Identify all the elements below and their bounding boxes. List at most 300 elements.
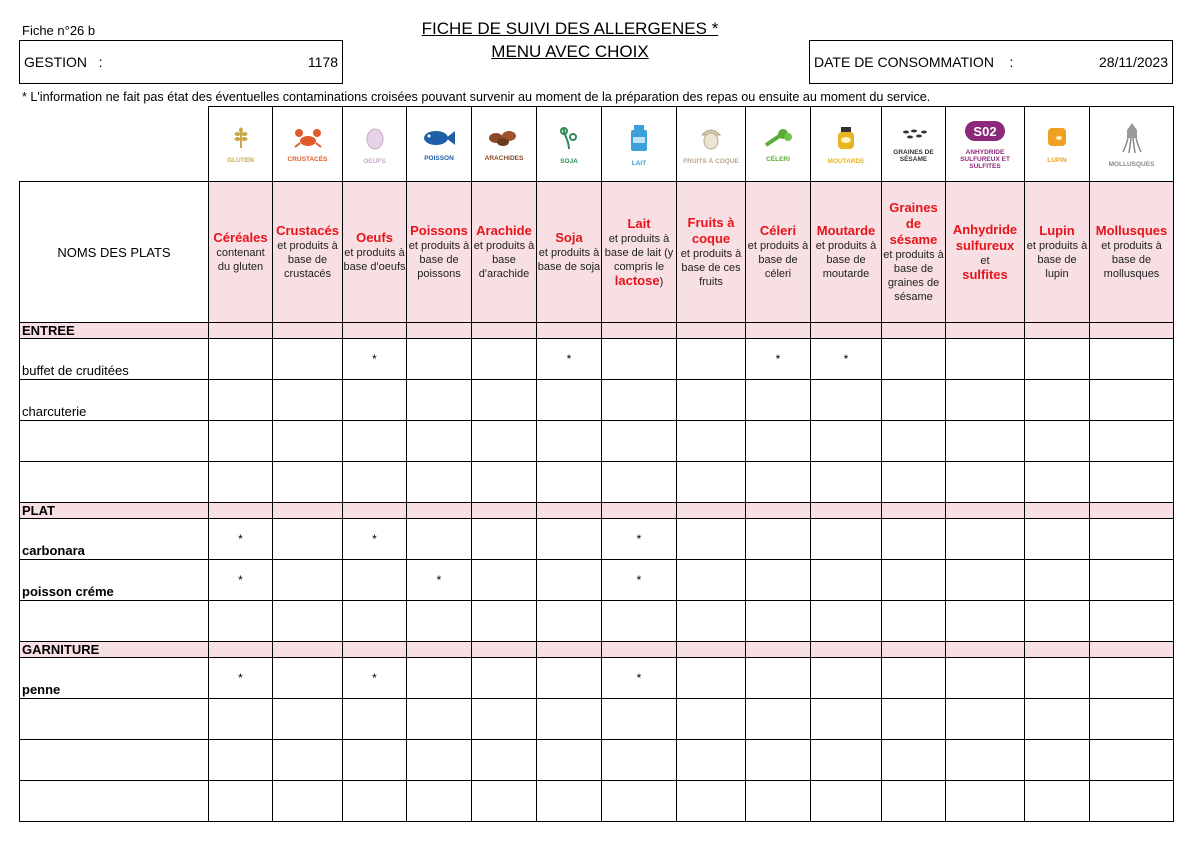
section-cell — [677, 642, 746, 658]
allergen-mark-cell — [1090, 339, 1174, 380]
table-row — [20, 560, 1174, 601]
allergen-icon-cell — [746, 107, 811, 182]
allergen-mark-cell — [537, 462, 602, 503]
section-cell — [537, 323, 602, 339]
allergen-icon-label: SOJA — [560, 158, 578, 165]
table-row — [20, 740, 1174, 781]
allergen-header-cell — [882, 182, 946, 323]
dish-name: charcuterie — [20, 380, 209, 421]
allergen-header-cell — [602, 182, 677, 323]
allergen-mark-cell — [746, 781, 811, 822]
section-cell — [209, 642, 273, 658]
allergen-icon-label: CRUSTACÉS — [287, 156, 328, 163]
allergen-mark-cell — [602, 462, 677, 503]
allergen-icon-cell — [811, 107, 882, 182]
allergen-mark-cell — [677, 658, 746, 699]
mustard-icon — [811, 125, 881, 156]
allergen-mark-cell — [746, 560, 811, 601]
section-cell — [811, 642, 882, 658]
allergen-mark-cell — [1090, 380, 1174, 421]
section-cell — [677, 323, 746, 339]
allergen-mark-cell — [746, 380, 811, 421]
section-cell — [472, 323, 537, 339]
allergen-mark-cell — [209, 339, 273, 380]
allergen-mark-cell — [1025, 560, 1090, 601]
allergen-mark-cell — [537, 781, 602, 822]
allergen-mark-cell — [946, 421, 1025, 462]
allergen-mark-cell — [1025, 699, 1090, 740]
allergen-name: Céleri — [759, 223, 797, 238]
section-cell — [407, 503, 472, 519]
allergen-mark-cell — [882, 699, 946, 740]
section-cell — [882, 323, 946, 339]
allergen-mark-cell — [677, 462, 746, 503]
section-cell — [882, 503, 946, 519]
allergen-mark-cell — [537, 699, 602, 740]
allergen-mark-cell — [273, 560, 343, 601]
allergen-mark-cell — [1090, 781, 1174, 822]
section-cell — [946, 323, 1025, 339]
sesame-icon — [882, 128, 945, 147]
fiche-number: Fiche n°26 b — [22, 23, 96, 38]
allergen-mark-cell — [343, 380, 407, 421]
allergen-mark-cell — [537, 740, 602, 781]
allergen-description: et — [980, 254, 990, 267]
allergen-icon-cell — [677, 107, 746, 182]
allergen-mark-cell — [209, 601, 273, 642]
section-row — [20, 642, 1174, 658]
gestion-label: GESTION : — [24, 54, 103, 70]
allergen-mark-cell — [746, 658, 811, 699]
section-cell — [1025, 323, 1090, 339]
allergen-mark-cell — [677, 339, 746, 380]
allergen-description: et produits à base de soja — [537, 247, 601, 273]
allergen-mark-cell — [746, 699, 811, 740]
nut-icon — [677, 125, 745, 156]
table-row — [20, 380, 1174, 421]
allergen-name: Lait — [627, 215, 651, 231]
allergen-mark-cell — [946, 740, 1025, 781]
dish-name — [20, 699, 209, 740]
allergen-mark-cell — [746, 601, 811, 642]
allergen-name: Oeufs — [356, 230, 393, 245]
allergen-mark-cell — [343, 740, 407, 781]
allergen-mark-cell — [273, 519, 343, 560]
allergen-mark-cell — [1090, 699, 1174, 740]
allergen-mark-cell — [407, 699, 472, 740]
allergen-description: et produits à base de crustacés — [277, 240, 338, 280]
allergen-mark-cell: * — [746, 339, 811, 380]
allergen-mark-cell — [273, 421, 343, 462]
allergen-mark-cell — [882, 781, 946, 822]
allergen-description: et produits à base de poissons — [408, 240, 470, 280]
fish-icon — [407, 128, 471, 153]
allergen-icon-label: ANHYDRIDE SULFUREUX ET SULFITES — [960, 149, 1010, 170]
allergen-description: contenant du gluten — [216, 247, 265, 273]
dish-name — [20, 462, 209, 503]
dish-name — [20, 781, 209, 822]
allergen-mark-cell — [273, 699, 343, 740]
section-cell — [602, 323, 677, 339]
section-cell — [811, 503, 882, 519]
allergen-mark-cell: * — [407, 560, 472, 601]
allergen-mark-cell — [882, 339, 946, 380]
allergen-mark-cell — [811, 781, 882, 822]
allergen-mark-cell — [882, 519, 946, 560]
allergen-name: Anhydride sulfureux — [952, 221, 1018, 253]
allergen-name: Soja — [555, 230, 583, 245]
section-cell — [209, 503, 273, 519]
celery-icon — [746, 127, 810, 154]
allergen-icon-label: ARACHIDES — [484, 155, 524, 162]
allergen-mark-cell — [602, 601, 677, 642]
allergen-mark-cell — [343, 421, 407, 462]
disclaimer-note: * L'information ne fait pas état des éventuelles contaminations croisées pouvant survenir au moment de la préparation des repas ou ensuite au moment du service. — [22, 90, 931, 104]
allergen-description-tail: ) — [659, 275, 664, 288]
egg-icon — [343, 125, 406, 156]
section-cell — [343, 323, 407, 339]
allergen-icon-label: MOUTARDE — [827, 158, 865, 165]
allergen-mark-cell — [882, 560, 946, 601]
allergen-mark-cell — [472, 699, 537, 740]
allergen-mark-cell — [407, 781, 472, 822]
wheat-icon — [209, 126, 272, 155]
table-row — [20, 601, 1174, 642]
allergen-mark-cell — [1025, 601, 1090, 642]
allergen-description: et produits à base de graines de sésame — [883, 249, 944, 303]
allergen-mark-cell — [472, 560, 537, 601]
allergen-mark-cell — [882, 740, 946, 781]
allergen-mark-cell — [209, 781, 273, 822]
allergen-mark-cell — [882, 601, 946, 642]
allergen-icon-label: MOLLUSQUES — [1108, 161, 1155, 168]
allergen-mark-cell: * — [602, 519, 677, 560]
table-row — [20, 339, 1174, 380]
allergen-mark-cell — [677, 560, 746, 601]
allergen-icon-label: FRUITS À COQUE — [683, 158, 739, 165]
allergen-mark-cell — [811, 740, 882, 781]
allergen-icon-cell — [946, 107, 1025, 182]
allergen-mark-cell — [537, 560, 602, 601]
allergen-mark-cell — [472, 339, 537, 380]
allergen-icon-label: GLUTEN — [227, 157, 254, 164]
allergen-mark-cell — [407, 658, 472, 699]
allergen-mark-cell: * — [209, 560, 273, 601]
allergen-header-cell — [746, 182, 811, 323]
allergen-name: Moutarde — [816, 223, 876, 238]
allergen-mark-cell: * — [602, 560, 677, 601]
table-row — [20, 699, 1174, 740]
dish-name: poisson créme — [20, 560, 209, 601]
section-title: ENTREE — [20, 323, 209, 339]
allergen-mark-cell — [407, 380, 472, 421]
allergen-description: et produits à base de céleri — [747, 240, 809, 280]
allergen-mark-cell — [273, 462, 343, 503]
dish-names-header: NOMS DES PLATS — [20, 182, 209, 323]
allergen-mark-cell — [602, 740, 677, 781]
allergen-mark-cell — [946, 601, 1025, 642]
allergen-icon-cell — [1090, 107, 1174, 182]
allergen-icon-label: GRAINES DE SÉSAME — [893, 148, 934, 163]
allergen-header-cell — [343, 182, 407, 323]
allergen-mark-cell — [472, 601, 537, 642]
section-cell — [1090, 503, 1174, 519]
allergen-mark-cell — [946, 462, 1025, 503]
allergen-mark-cell — [882, 421, 946, 462]
allergen-mark-cell — [1025, 462, 1090, 503]
section-cell — [273, 323, 343, 339]
allergen-mark-cell — [1025, 658, 1090, 699]
allergen-mark-cell — [472, 740, 537, 781]
allergen-mark-cell — [946, 380, 1025, 421]
table-row — [20, 781, 1174, 822]
section-title: GARNITURE — [20, 642, 209, 658]
allergen-icon-cell — [472, 107, 537, 182]
allergen-mark-cell — [407, 519, 472, 560]
allergen-mark-cell — [602, 380, 677, 421]
allergen-mark-cell — [472, 519, 537, 560]
allergen-header-cell — [209, 182, 273, 323]
allergen-mark-cell — [811, 421, 882, 462]
allergen-mark-cell — [1025, 339, 1090, 380]
allergen-mark-cell — [746, 462, 811, 503]
section-cell — [273, 503, 343, 519]
allergen-icon-label: LAIT — [631, 160, 647, 167]
allergen-mark-cell — [677, 781, 746, 822]
allergen-mark-cell — [946, 339, 1025, 380]
allergen-mark-cell: * — [209, 519, 273, 560]
section-cell — [537, 642, 602, 658]
soy-icon — [537, 125, 601, 156]
allergen-mark-cell — [1025, 380, 1090, 421]
peanut-icon — [472, 128, 536, 153]
allergen-description: et produits à base de lait (y compris le — [604, 232, 674, 273]
allergen-mark-cell — [677, 421, 746, 462]
allergen-name: Lupin — [1039, 223, 1075, 238]
allergen-name: Mollusques — [1095, 223, 1168, 238]
allergen-mark-cell: * — [343, 658, 407, 699]
allergen-mark-cell — [677, 699, 746, 740]
allergen-header-cell — [677, 182, 746, 323]
allergen-icon-label: CÉLERI — [766, 156, 790, 163]
allergen-mark-cell — [946, 781, 1025, 822]
section-cell — [1090, 323, 1174, 339]
allergen-mark-cell — [273, 740, 343, 781]
allergen-mark-cell — [273, 601, 343, 642]
allergen-mark-cell — [407, 601, 472, 642]
allergen-mark-cell: * — [602, 658, 677, 699]
allergen-mark-cell — [209, 380, 273, 421]
allergen-mark-cell — [273, 658, 343, 699]
allergen-mark-cell — [273, 339, 343, 380]
allergen-mark-cell — [343, 462, 407, 503]
allergen-mark-cell — [882, 658, 946, 699]
allergen-icon-label: OEUFS — [363, 158, 386, 165]
section-cell — [343, 503, 407, 519]
allergen-header-cell — [946, 182, 1025, 323]
allergen-mark-cell — [273, 380, 343, 421]
allergen-mark-cell — [1090, 462, 1174, 503]
allergen-mark-cell — [811, 380, 882, 421]
allergen-mark-cell — [1025, 781, 1090, 822]
allergen-mark-cell — [946, 519, 1025, 560]
allergen-icon-row — [20, 107, 1174, 182]
allergen-mark-cell — [811, 601, 882, 642]
crab-icon — [273, 127, 342, 154]
allergen-mark-cell — [946, 560, 1025, 601]
allergen-icon-cell — [273, 107, 343, 182]
section-cell — [472, 642, 537, 658]
allergen-mark-cell — [537, 380, 602, 421]
section-cell — [273, 642, 343, 658]
allergen-mark-cell — [602, 421, 677, 462]
allergen-mark-cell — [602, 339, 677, 380]
allergen-mark-cell — [811, 658, 882, 699]
allergen-mark-cell — [677, 519, 746, 560]
allergen-name: Crustacés — [276, 223, 339, 238]
allergen-header-cell — [407, 182, 472, 323]
allergen-mark-cell — [746, 740, 811, 781]
allergen-mark-cell: * — [537, 339, 602, 380]
allergen-name: Poissons — [410, 223, 468, 238]
allergen-description: et produits à base de ces fruits — [680, 248, 742, 288]
allergen-mark-cell — [407, 339, 472, 380]
milk-icon — [602, 123, 676, 158]
allergen-header-cell — [472, 182, 537, 323]
blank-corner-cell — [20, 107, 209, 182]
allergen-mark-cell — [472, 380, 537, 421]
allergen-mark-cell — [811, 699, 882, 740]
allergen-mark-cell — [1090, 740, 1174, 781]
date-label: DATE DE CONSOMMATION : — [814, 54, 1014, 70]
allergen-mark-cell — [602, 699, 677, 740]
table-row — [20, 519, 1174, 560]
allergen-mark-cell — [882, 462, 946, 503]
allergen-mark-cell — [1025, 421, 1090, 462]
allergen-mark-cell — [746, 519, 811, 560]
allergen-mark-cell — [407, 462, 472, 503]
allergen-mark-cell — [472, 462, 537, 503]
allergen-mark-cell — [472, 658, 537, 699]
allergen-mark-cell — [537, 658, 602, 699]
allergen-mark-cell: * — [811, 339, 882, 380]
dish-name — [20, 740, 209, 781]
allergen-header-cell — [273, 182, 343, 323]
squid-icon — [1090, 122, 1173, 159]
table-row — [20, 462, 1174, 503]
section-cell — [746, 642, 811, 658]
allergen-mark-cell — [1090, 421, 1174, 462]
section-cell — [746, 503, 811, 519]
allergen-icon-cell — [602, 107, 677, 182]
allergen-icon-cell — [407, 107, 472, 182]
allergen-mark-cell: * — [343, 519, 407, 560]
dish-name: penne — [20, 658, 209, 699]
allergen-mark-cell — [946, 699, 1025, 740]
section-cell — [602, 642, 677, 658]
allergen-mark-cell — [472, 421, 537, 462]
allergen-mark-cell — [343, 601, 407, 642]
allergen-mark-cell — [209, 699, 273, 740]
section-cell — [602, 503, 677, 519]
allergen-mark-cell — [209, 462, 273, 503]
section-cell — [472, 503, 537, 519]
table-row — [20, 421, 1174, 462]
allergen-header-row — [20, 182, 1174, 323]
allergen-mark-cell — [407, 421, 472, 462]
allergen-mark-cell: * — [343, 339, 407, 380]
allergen-mark-cell: * — [209, 658, 273, 699]
allergen-mark-cell — [882, 380, 946, 421]
allergen-mark-cell — [537, 421, 602, 462]
allergen-mark-cell — [602, 781, 677, 822]
section-row — [20, 323, 1174, 339]
allergen-mark-cell — [1025, 519, 1090, 560]
allergen-mark-cell — [537, 601, 602, 642]
section-cell — [209, 323, 273, 339]
allergen-mark-cell — [1025, 740, 1090, 781]
dish-name — [20, 421, 209, 462]
section-cell — [1025, 503, 1090, 519]
dish-name: carbonara — [20, 519, 209, 560]
allergen-mark-cell — [1090, 560, 1174, 601]
section-cell — [946, 503, 1025, 519]
section-cell — [811, 323, 882, 339]
allergen-mark-cell — [1090, 519, 1174, 560]
allergen-header-cell — [537, 182, 602, 323]
dish-name — [20, 601, 209, 642]
gestion-value: 1178 — [307, 54, 338, 70]
svg-text:S02: S02 — [973, 124, 997, 139]
section-cell — [343, 642, 407, 658]
allergen-mark-cell — [677, 601, 746, 642]
allergen-description: et produits à base de moutarde — [815, 240, 877, 280]
allergen-mark-cell — [343, 781, 407, 822]
section-cell — [882, 642, 946, 658]
allergen-icon-label: POISSON — [424, 155, 454, 162]
section-title: PLAT — [20, 503, 209, 519]
allergen-header-cell — [1090, 182, 1174, 323]
allergen-mark-cell — [537, 519, 602, 560]
allergen-mark-cell — [946, 658, 1025, 699]
page-subtitle: MENU AVEC CHOIX — [491, 42, 649, 61]
allergen-emphasis: lactose — [614, 272, 660, 288]
section-cell — [946, 642, 1025, 658]
allergen-mark-cell — [677, 740, 746, 781]
allergen-mark-cell — [273, 781, 343, 822]
section-row — [20, 503, 1174, 519]
allergen-icon-cell — [343, 107, 407, 182]
allergen-mark-cell — [1090, 658, 1174, 699]
section-cell — [407, 642, 472, 658]
allergen-icon-cell — [537, 107, 602, 182]
allergen-header-cell — [1025, 182, 1090, 323]
page-title: FICHE DE SUIVI DES ALLERGENES * — [421, 19, 719, 38]
section-cell — [1025, 642, 1090, 658]
allergen-description: et produits à base d'arachide — [473, 240, 535, 280]
allergen-emphasis: sulfites — [962, 266, 1008, 282]
date-box — [809, 40, 1173, 84]
date-value: 28/11/2023 — [1098, 54, 1168, 70]
allergen-name: Arachide — [476, 223, 532, 238]
section-cell — [1090, 642, 1174, 658]
allergen-icon-cell — [882, 107, 946, 182]
allergen-icon-label: LUPIN — [1047, 157, 1067, 164]
allergen-mark-cell — [811, 560, 882, 601]
section-cell — [746, 323, 811, 339]
allergen-mark-cell — [1090, 601, 1174, 642]
allergen-name: Graines de sésame — [889, 200, 938, 247]
